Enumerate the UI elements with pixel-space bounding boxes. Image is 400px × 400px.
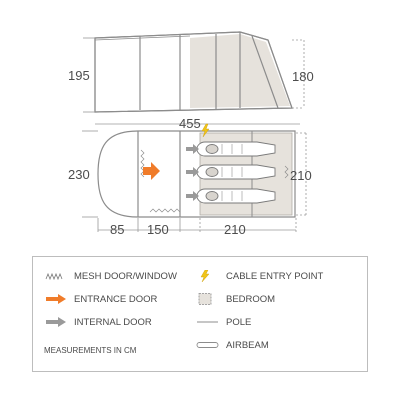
legend-bedroom-label: BEDROOM (226, 293, 276, 305)
dim-width-left: 230 (68, 167, 90, 182)
legend-internal-label: INTERNAL DOOR (74, 316, 152, 328)
legend-pole (196, 316, 251, 328)
legend-entrance (44, 293, 157, 305)
dim-side-height-right: 180 (292, 69, 314, 84)
lightning-icon (196, 270, 220, 282)
dim-width-right: 210 (290, 168, 312, 183)
measurements-note: MEASUREMENTS IN CM (44, 346, 137, 355)
legend-cable-label: CABLE ENTRY POINT (226, 270, 324, 282)
dim-segment-porch: 85 (110, 222, 125, 237)
dim-side-height-left: 195 (68, 68, 90, 83)
internal-arrow-icon (44, 316, 68, 328)
airbeam-icon (196, 339, 220, 351)
legend-internal (44, 316, 152, 328)
legend-bedroom (196, 293, 275, 305)
sleeping-bags (197, 142, 275, 203)
legend-pole-label: POLE (226, 316, 252, 328)
bedroom-swatch-icon (196, 293, 220, 305)
legend-entrance-label: ENTRANCE DOOR (74, 293, 158, 305)
legend-airbeam (196, 339, 269, 351)
entrance-arrow-icon (44, 293, 68, 305)
legend-mesh-label: MESH DOOR/WINDOW (74, 270, 177, 282)
legend-cable (196, 270, 323, 282)
pole-line-icon (196, 316, 220, 328)
mesh-icon (44, 270, 68, 282)
dim-segment-living: 150 (147, 222, 169, 237)
side-view (95, 32, 292, 112)
legend-airbeam-label: AIRBEAM (226, 339, 269, 351)
legend-mesh (44, 270, 177, 282)
dim-segment-bedroom: 210 (224, 222, 246, 237)
top-view (98, 124, 295, 217)
dim-total-length: 455 (179, 116, 201, 131)
